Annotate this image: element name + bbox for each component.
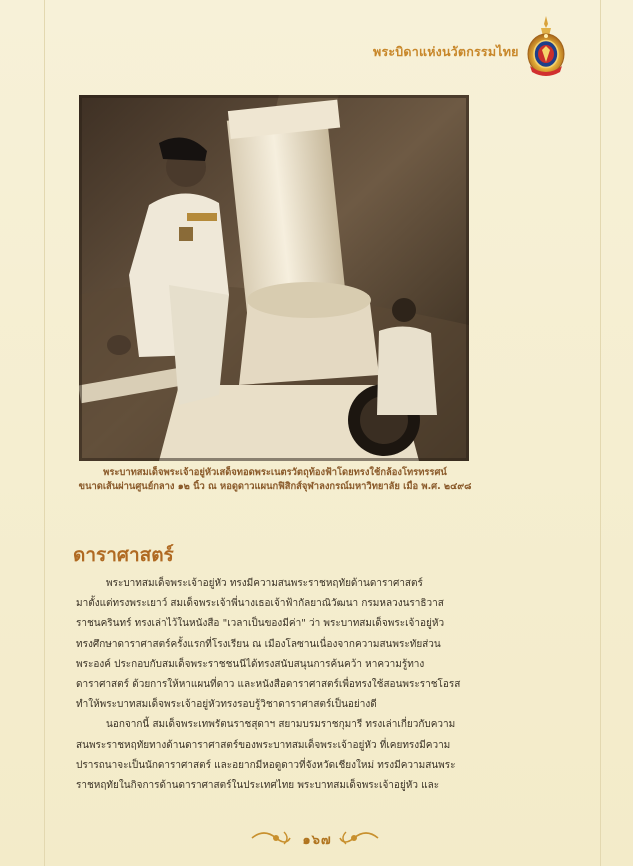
photo-caption-line: พระบาทสมเด็จพระเจ้าอยู่หัวเสด็จทอดพระเนตรวัตถุท้องฟ้าโดยทรงใช้กล้องโทรทรรศน์ — [103, 467, 447, 478]
paragraph-line: พระองค์ ประกอบกับสมเด็จพระราชชนนีได้ทรงสนับสนุนการค้นคว้า หาความรู้ทาง — [76, 658, 425, 670]
page-margin-line-left — [44, 0, 45, 866]
body-text — [76, 574, 474, 796]
photo-caption-line: ขนาดเส้นผ่านศูนย์กลาง ๑๒ นิ้ว ณ หอดูดาวแผนกฟิสิกส์จุฬาลงกรณ์มหาวิทยาลัย เมื่อ พ.ศ. ๒๔๙๘ — [78, 481, 472, 492]
photo-caption — [75, 466, 475, 494]
paragraph-line: ทำให้พระบาทสมเด็จพระเจ้าอยู่หัวทรงรอบรู้วิชาดาราศาสตร์เป็นอย่างดี — [76, 699, 377, 711]
paragraph-line: มาตั้งแต่ทรงพระเยาว์ สมเด็จพระเจ้าพี่นางเธอเจ้าฟ้ากัลยาณิวัฒนา กรมหลวงนราธิวาส — [76, 598, 444, 610]
paragraph-line: ดาราศาสตร์ ด้วยการให้หาแผนที่ดาว และหนังสือดาราศาสตร์เพื่อทรงใช้สอนพระราชโอรส — [76, 679, 461, 691]
paragraph-line: ปรารถนาจะเป็นนักดาราศาสตร์ และอยากมีหอดูดาวที่จังหวัดเชียงใหม่ ทรงมีความสนพระ — [76, 759, 456, 771]
page-number: ๑๖๗ — [302, 833, 332, 848]
paragraph-line: ราชหฤทัยในกิจการด้านดาราศาสตร์ในประเทศไทย พระบาทสมเด็จพระเจ้าอยู่หัว และ — [76, 780, 440, 792]
running-header-title: พระบิดาแห่งนวัตกรรมไทย — [373, 44, 519, 59]
royal-emblem-icon — [524, 14, 568, 80]
paragraph-line: นอกจากนี้ สมเด็จพระเทพรัตนราชสุดาฯ สยามบรมราชกุมารี ทรงเล่าเกี่ยวกับความ — [106, 719, 456, 731]
paragraph-line: พระบาทสมเด็จพระเจ้าอยู่หัว ทรงมีความสนพระราชหฤทัยด้านดาราศาสตร์ — [106, 578, 423, 589]
historical-photograph — [79, 95, 469, 461]
photo-telescope-scene — [79, 95, 469, 461]
page-margin-line-right — [600, 0, 601, 866]
section-heading-astronomy: ดาราศาสตร์ — [73, 544, 174, 566]
paragraph-line: สนพระราชหฤทัยทางด้านดาราศาสตร์ของพระบาทสมเด็จพระเจ้าอยู่หัว ที่เคยทรงมีความ — [76, 739, 451, 751]
paragraph-line: ราชนครินทร์ ทรงเล่าไว้ในหนังสือ "เวลาเป็นของมีค่า" ว่า พระบาทสมเด็จพระเจ้าอยู่หัว — [76, 618, 445, 630]
paragraph-line: ทรงศึกษาดาราศาสตร์ครั้งแรกที่โรงเรียน ณ เมืองโลซานเนื่องจากความสนพระทัยส่วน — [76, 638, 441, 650]
